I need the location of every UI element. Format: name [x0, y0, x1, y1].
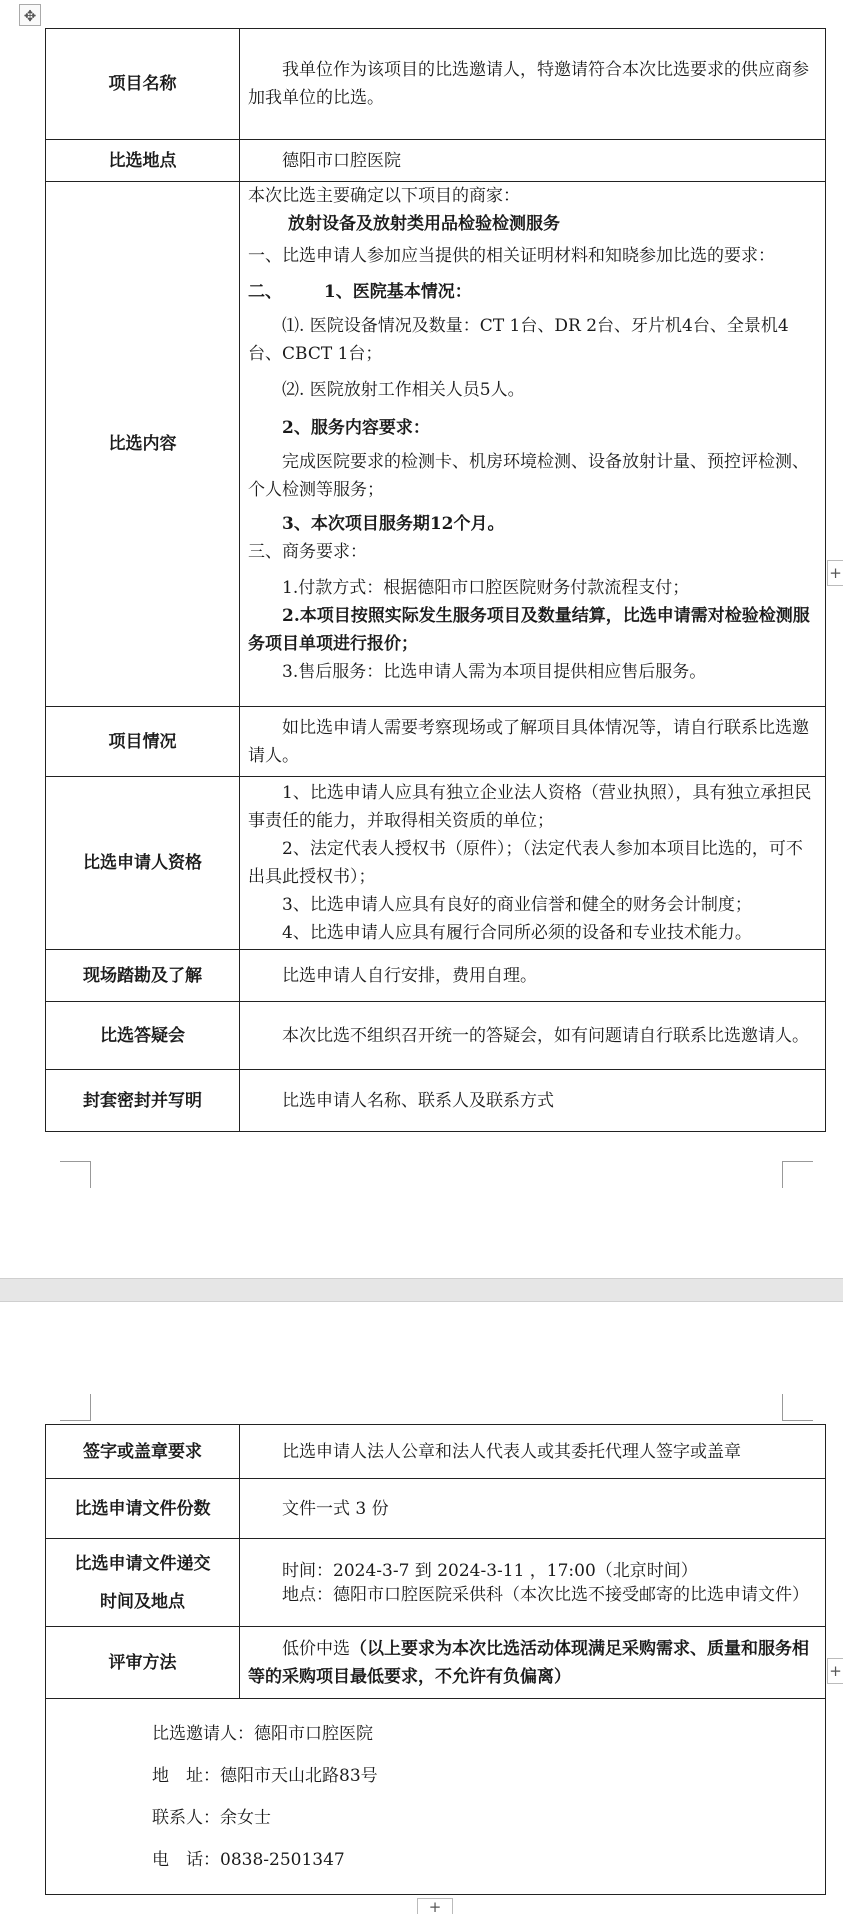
- add-column-icon[interactable]: +: [827, 560, 843, 586]
- label-sign: 签字或盖章要求: [46, 1425, 240, 1479]
- page-2: [0, 1302, 843, 1914]
- bid-info-table-1: [45, 28, 826, 1132]
- bid-info-table-2: [45, 1424, 826, 1895]
- delivery-time: 时间：2024-3-7 到 2024-3-11 ，17:00（北京时间）: [282, 1560, 698, 1581]
- add-column-icon[interactable]: +: [827, 1658, 843, 1684]
- row-qa: [46, 1002, 826, 1070]
- label-delivery: 比选申请文件递交时间及地点: [46, 1539, 240, 1627]
- page-corner-mark: [60, 1394, 91, 1421]
- row-content: [46, 182, 826, 707]
- row-seal: [46, 1070, 826, 1132]
- address-label: 地 址：: [152, 1765, 220, 1786]
- add-row-icon[interactable]: +: [417, 1898, 453, 1914]
- section-1: 一、比选申请人参加应当提供的相关证明材料和知晓参加比选的要求：: [248, 246, 775, 266]
- service-title: 放射设备及放射类用品检验检测服务: [288, 214, 560, 234]
- qualification-item: 3、比选申请人应具有良好的商业信誉和健全的财务会计制度；: [282, 895, 752, 915]
- label-copies: 比选申请文件份数: [46, 1479, 240, 1539]
- situation-text: 如比选申请人需要考察现场或了解项目具体情况等，请自行联系比选邀请人。: [248, 717, 809, 766]
- address-value: 德阳市天山北路83号: [220, 1765, 378, 1786]
- label-location: 比选地点: [46, 140, 240, 182]
- row-site-visit: [46, 950, 826, 1002]
- delivery-place: 地点：德阳市口腔医院采供科（本次比选不接受邮寄的比选申请文件）: [282, 1584, 809, 1605]
- person-label: 联系人：: [152, 1807, 220, 1828]
- sign-text: 比选申请人法人公章和法人代表人或其委托代理人签字或盖章: [282, 1441, 741, 1462]
- qualification-item: 1、比选申请人应具有独立企业法人资格（营业执照），具有独立承担民事责任的能力，并取得相关资质的单位；: [248, 783, 812, 831]
- section-2-num: 二、: [248, 282, 282, 302]
- label-seal: 封套密封并写明: [46, 1070, 240, 1132]
- label-content: 比选内容: [46, 182, 240, 707]
- after-sales-text: 3.售后服务：比选申请人需为本项目提供相应售后服务。: [282, 662, 707, 682]
- phone-value: 0838-2501347: [220, 1849, 345, 1870]
- seal-text: 比选申请人名称、联系人及联系方式: [282, 1090, 554, 1111]
- site-visit-text: 比选申请人自行安排，费用自理。: [282, 965, 537, 986]
- requirement-title: 2、服务内容要求：: [282, 418, 430, 438]
- contact-block: [46, 1699, 826, 1895]
- person-value: 余女士: [220, 1807, 271, 1828]
- row-contact: [46, 1699, 826, 1895]
- label-project-name: 项目名称: [46, 29, 240, 140]
- location-text: 德阳市口腔医院: [282, 150, 401, 171]
- label-situation: 项目情况: [46, 707, 240, 777]
- qa-text: 本次比选不组织召开统一的答疑会，如有问题请自行联系比选邀请人。: [282, 1025, 809, 1046]
- row-method: [46, 1627, 826, 1699]
- qualification-item: 2、法定代表人授权书（原件）；（法定代表人参加本项目比选的，可不出具此授权书）；: [248, 839, 803, 887]
- page-corner-mark: [782, 1161, 813, 1188]
- page-corner-mark: [60, 1161, 91, 1188]
- requirement-text: 完成医院要求的检测卡、机房环境检测、设备放射计量、预控评检测、个人检测等服务；: [248, 452, 809, 500]
- row-sign: [46, 1425, 826, 1479]
- row-delivery: [46, 1539, 826, 1627]
- method-bold: （以上要求为本次比选活动体现满足采购需求、质量和服务相等的采购项目最低要求，不允许有负偏离）: [248, 1638, 809, 1687]
- inviter-value: 德阳市口腔医院: [254, 1723, 373, 1744]
- page-corner-mark: [782, 1394, 813, 1421]
- label-site-visit: 现场踏勘及了解: [46, 950, 240, 1002]
- label-qa: 比选答疑会: [46, 1002, 240, 1070]
- settlement-text: 2.本项目按照实际发生服务项目及数量结算，比选申请需对检验检测服务项目单项进行报价；: [248, 606, 810, 654]
- content-intro: 本次比选主要确定以下项目的商家：: [248, 186, 520, 206]
- phone-label: 电 话：: [152, 1849, 220, 1870]
- label-qualification: 比选申请人资格: [46, 777, 240, 950]
- period-text: 3、本次项目服务期12个月。: [282, 514, 505, 534]
- staff-text: ⑵. 医院放射工作相关人员5人。: [282, 380, 525, 400]
- method-lead: 低价中选: [282, 1638, 350, 1659]
- row-copies: [46, 1479, 826, 1539]
- project-name-text: 我单位作为该项目的比选邀请人，特邀请符合本次比选要求的供应商参加我单位的比选。: [248, 60, 809, 108]
- label-method: 评审方法: [46, 1627, 240, 1699]
- page-gap: [0, 1278, 843, 1302]
- section-2-title: 1、医院基本情况：: [323, 282, 472, 302]
- equipment-text: ⑴. 医院设备情况及数量：CT 1台、DR 2台、牙片机4台、全景机4台、CBCT 1台；: [248, 316, 789, 364]
- row-situation: [46, 707, 826, 777]
- row-location: [46, 140, 826, 182]
- row-project-name: [46, 29, 826, 140]
- business-title: 三、商务要求：: [248, 542, 367, 562]
- row-qualification: [46, 777, 826, 950]
- copies-text: 文件一式 3 份: [282, 1498, 389, 1519]
- payment-text: 1.付款方式：根据德阳市口腔医院财务付款流程支付；: [282, 578, 690, 598]
- inviter-label: 比选邀请人：: [152, 1723, 254, 1744]
- qualification-item: 4、比选申请人应具有履行合同所必须的设备和专业技术能力。: [282, 923, 752, 943]
- table-move-handle-icon[interactable]: ✥: [19, 4, 41, 26]
